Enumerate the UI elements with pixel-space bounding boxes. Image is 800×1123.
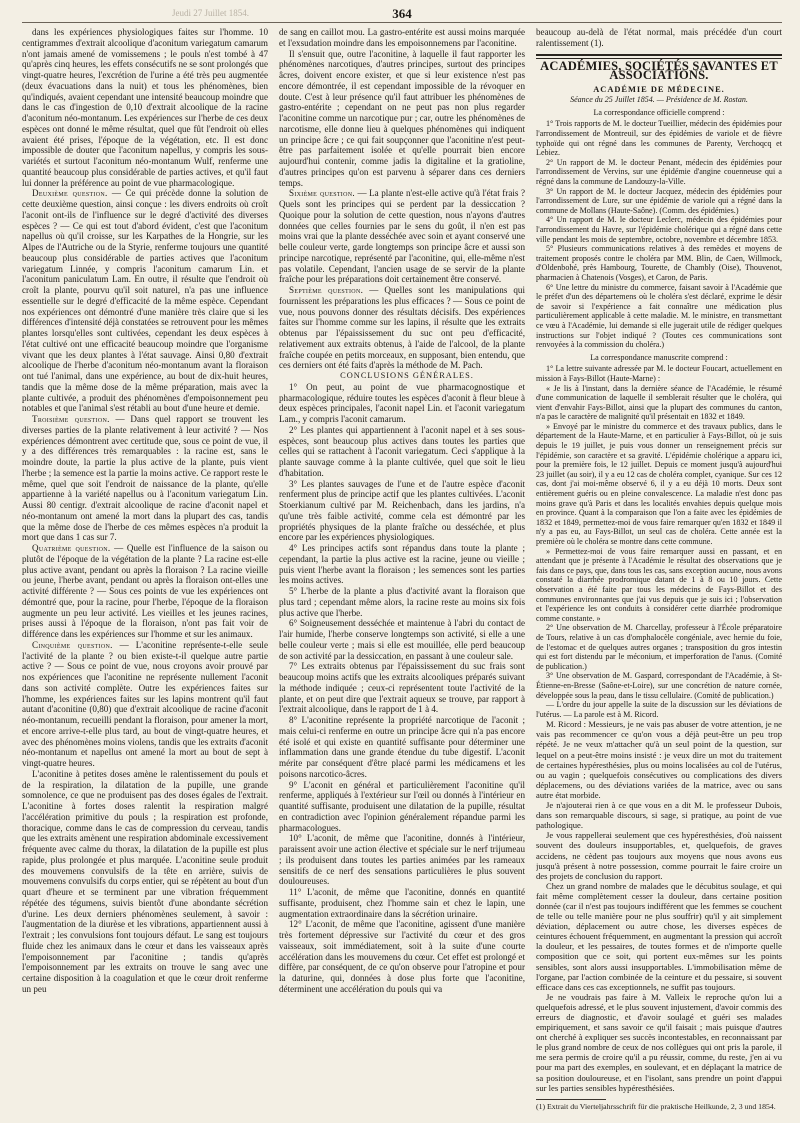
- quoted-letter: » Permettez-moi de vous faire remarquer aussi en passant, et en attendant que je présente à l'Académie le résultat des observations que je fais dans ce pays, que, dans tous les cas, sans exception aucune, nous avons constaté la diarrhée prodromique datant de 1 à 8 ou 10 jours. Cette observation a été faite par tous les médecins de Fays-Billot et des communes environnantes que j'ai vus depuis que je suis ici ; l'observation et l'expérience les ont conduits à considérer cette diarrhée prodromique comme constante. »: [536, 546, 782, 623]
- paragraph: de sang en caillot mou. La gastro-entérite est aussi moins marquée et l'exsudation moindre dans les empoisonnemens par l'aconitine.: [279, 27, 525, 48]
- quoted-letter: » Envoyé par le ministre du commerce et des travaux publics, dans le département de la Haute-Marne, et en particulier à Fays-Billot, où je suis depuis le 19 juillet, je puis vous donner un renseignement précis sur l'épidémie, son caractère et sa gravité. L'épidémie cholérique a apparu ici, pour la première fois, le 12 juillet. Depuis ce moment jusqu'à aujourd'hui 23 juillet (au soir), il y a eu 12 cas de choléra complet, cyanique. Sur ces 12 cas, dont j'ai moi-même observé 6, il y a eu déjà 10 morts. Deux sont entièrement guéris ou en pleine convalescence. La maladie n'est donc pas moins grave qu'à Paris et dans les localités envahies depuis quelque mois en province. Quant à la comparaison que l'on a faite avec les épidémies de 1832 et 1849, permettez-moi de vous faire remarquer qu'en 1832 et 1849 il n'y a pas eu, au Fays-Billot, un seul cas de choléra. Cette année est la première où le choléra se montre dans cette commune.: [536, 421, 782, 546]
- quoted-letter: « Je lis à l'instant, dans la dernière séance de l'Académie, le résumé d'une communication de laquelle il semblerait résulter que le choléra, qui vient d'envahir Fays-Billot, ainsi que la plupart des communes du canton, n'a pas le caractère de malignité qu'il présentait en 1832 et 1849.: [536, 383, 782, 422]
- speech-paragraph: Je ne voudrais pas faire à M. Valleix le reproche qu'on lui a quelquefois adressé, et le plus souvent injustement, d'avoir commis des erreurs de diagnostic, et d'avoir soulagé et guéri ses malades empiriquement, et sans savoir ce qu'il faisait ; mais puisque d'autres ont cherché à expliquer ses succès incontestables, en reconnaissant par le plus grand nombre de ceux de nos collègues qui ont pris la parole, il me sera permis de croire qu'il a pu réussir, comme, du reste, j'en ai vu pour ma part des exemples, en soulevant, et en déplaçant la matrice de sa position douloureuse, et en l'isolant, sans prendre un point d'appui sur les parties sensibles hypéresthésiées.: [536, 991, 782, 1093]
- order-of-day: — L'ordre du jour appelle la suite de la discussion sur les déviations de l'utérus. — La parole est à M. Ricord.: [536, 700, 782, 719]
- column-2: [279, 27, 525, 1117]
- conclusion-item: 3° Les plantes sauvages de l'une et de l'autre espèce d'aconit renferment plus de principe actif que les plantes cultivées. L'aconit Stoerkianum cultivé par M. Reichenbach, dans les jardins, n'a qu'une très faible activité, comme cela est démontré par les propriétés physiques de la plante fraîche ou desséchée, et plus encore par les expériences physiologiques.: [279, 478, 525, 543]
- correspondence-item: 5° Plusieurs communications relatives à des remèdes et moyens de traitement proposés contre le choléra par MM. Blin, de Caen, Willmock, d'Oldenbohé, près Hambourg, Tourette, de Chambly (Oise), Thouvenot, pharmacien à Chatenois (Vosges), et Caron, de Paris.: [536, 244, 782, 282]
- speech-paragraph: Chez un grand nombre de malades que le décubitus soulage, et qui fait même complètement cesser la douleur, dans certaine position donnée (car il n'est pas toujours indifférent que les femmes se couchent de telle ou telle manière pour ne plus souffrir) qu'il y ait simplement déviation, déplacement ou autre chose, les diverses espèces de ceintures échouent fréquemment, en augmentant la pression qui accroît la douleur, et les pessaires, de toutes formes et de n'importe quelle composition que ce soit, qui portent eux-mêmes sur les points sensibles, sont alors aussi insupportables. L'immobilisation même de l'organe, par l'action combinée de la ceinture et du pessaire, si souvent efficace dans ces cas exceptionnels, ne suffit pas toujours.: [536, 880, 782, 992]
- correspondence-heading: La correspondance manuscrite comprend :: [590, 352, 728, 362]
- speech-paragraph: Je vous rappellerai seulement que ces hypéresthésies, d'où naissent souvent des douleurs insupportables, et, quelquefois, de graves accidens, ne cèdent pas toujours aux moyens que nous avons eus jusqu'à présent à notre possession, comme pourrait le faire croire un des projets de conclusion du rapport.: [536, 830, 782, 881]
- paragraph-text: — Quelle est l'influence de la saison ou plutôt de l'époque de la végétation de la plante ? La racine est-elle plus active avant, pendant ou après la floraison ? La racine vieille ou jeune, l'herbe avant, pendant ou après la floraison ont-elles une activité différente ? — Sous ces points de vue les expériences ont démontré que, pour la racine, pour l'herbe, l'époque de la floraison augmente un peu leur activité. Les vieilles et les jeunes racines, prises aussi à l'époque de la floraison, n'ont pas fait voir de différence dans les expériences sur l'homme et sur les animaux.: [22, 543, 268, 639]
- conclusion-item: 12° L'aconit, de même que l'aconitine, agissent d'une manière très fortement dépressive sur l'activité du cœur et des gros vaisseaux, soit immédiatement, soit à la suite d'une courte accélération dans les mouvemens du cœur. Cet effet est prolongé et diffère, par conséquent, de ce qu'on observe pour l'atropine et pour la daturine, qui, données à dose plus forte que l'aconitine, déterminent une accélération du pouls qui va: [279, 919, 525, 994]
- correspondence-heading: La correspondance officielle comprend :: [593, 107, 725, 117]
- paragraph: [22, 640, 268, 769]
- correspondence-item: 3° Une observation de M. Gaspard, correspondant de l'Académie, à St-Étienne-en-Bresse (Saône-et-Loire), sur une concrétion de nature cornée, développée sous la peau, dans le tissu cellulaire. (Comité de publication.): [536, 671, 782, 700]
- column-3: [536, 27, 782, 1117]
- section-title: ACADÉMIES, SOCIÉTÉS SAVANTES ET ASSOCIATIONS.: [540, 58, 778, 83]
- correspondence-item: 2° Une observation de M. Charcellay, professeur à l'École préparatoire de Tours, relative à un cas d'omphalocèle congéniale, avec hernie du foie, de l'estomac et de quelques autres organes ; transposition du gros intestin qui est fort distendu par le méconium, et imperforation de l'anus. (Comité de publication.): [536, 623, 782, 671]
- correspondence-item: 1° La lettre suivante adressée par M. le docteur Foucart, actuellement en mission à Fays-Billot (Haute-Marne) :: [536, 364, 782, 383]
- paragraph: dans les expériences physiologiques faites sur l'homme. 10 centigrammes d'extrait alcoolique d'aconitum variegatum camarum n'ont jamais amené de vomissemens ; le pouls n'est tombé à 47 qu'après cinq heures, les effets consécutifs ne se sont prolongés que vingt-quatre heures, l'excrétion de l'urine a été très peu augmentée (deux évacuations dans la nuit) et tous les phénomènes, bien qu'indiqués, avaient cependant une intensité beaucoup moindre que dans le cas d'ingestion de 0,10 d'extrait alcoolique de la racine d'aconitum néo-montanum. Les expériences sur l'herbe de ces deux espèces ont donné le même résultat, quel que fût l'endroit où elles avaient été prises, l'époque de la végétation, etc. Il est donc impossible de douter que l'aconitum napellus, y compris les sous-variétés et surtout l'aconitum néo-montanum Wulf, renferme une quantité beaucoup plus considérable de parties actives, et qu'il faut lui donner la préférence au point de vue pharmacologique.: [22, 27, 268, 188]
- correspondence-item: 1° Trois rapports de M. le docteur Tueillier, médecin des épidémies pour l'arrondissement de Montreuil, sur des épidémies de variole et de fièvre typhoïde qui ont régné dans les communes de Parenty, Verchoqcq et Lebiez.: [536, 119, 782, 158]
- paragraph: beaucoup au-delà de l'état normal, mais précédée d'un court ralentissement (1).: [536, 27, 782, 48]
- paragraph: L'aconitine à petites doses amène le ralentissement du pouls et de la respiration, la dilatation de la pupille, une grande somnolence, ce que ne produisent pas des doses égales de l'extrait. L'aconitine à fortes doses ralentit la respiration malgré l'accélération primitive du pouls ; la respiration est profonde, thoracique, comme dans le cas de compression du cerveau, tandis que les extraits amènent une respiration abdominale excessivement fréquente avec calme du thorax, la dilatation de la pupille est plus rapide, plus prolongée et plus marquée. L'aconitine seule produit des mouvemens convulsifs de la tête en arrière, suivis de mouvemens convulsifs du corps entier, qui se répètent au bout d'un quart d'heure et se terminent par une vibration fréquemment répétée des tégumens, suivis bientôt d'une abondante sécrétion d'urine. Les deux derniers phénomènes seulement, à savoir : l'augmentation de la diurèse et les vibrations, appartiennent aussi à l'extrait ; les convulsions font toujours défaut. Le sang est toujours fluide chez les animaux dans le cœur et dans les vaisseaux après l'empoisonnement par l'aconitine ; tandis qu'après l'empoisonnement par les extraits on trouve le sang avec une certaine disposition à la coagulation et que le cœur droit renferme un peu: [22, 768, 268, 994]
- question-label: Troisième question.: [32, 414, 110, 424]
- paragraph-text: — Ce qui précède donne la solution de cette deuxième question, ainsi conçue : les divers endroits où croît l'aconit ont-ils de l'influence sur le degré d'activité des diverses espèces ? — Ce qui est tout d'abord évident, c'est que l'aconitum napellus où qu'il croisse, sur les Karpathes de la Hongrie, sur les Alpes de l'Autriche ou de la Styrie, renferme toujours une quantité beaucoup plus considérable de parties actives que l'aconitum variegatum Linnée, y compris l'aconitum camarum Lin. et l'aconitum paniculatum Lam. En outre, il résulte que l'endroit où croît la plante, pourvu qu'il soit naturel, n'a pas une influence essentielle sur le degré d'efficacité de la même espèce. Cependant nos expériences ont démontré d'une manière très claire que si les différences d'intensité déjà constatées se retrouvent pour les mêmes plantes lorsqu'elles sont cultivées, cependant les deux espèces à l'état cultivé ont une efficacité beaucoup moindre que l'organisme vivant que les deux plantes à l'état sauvage. Ainsi 0,80 d'extrait alcoolique de l'herbe d'aconitum néo-montanum avant la floraison ont tué l'animal, dans une expérience, au bout de dix-huit heures, tandis que la même dose de la même préparation, mais avec la plante cultivée, a produit des phénomènes d'empoisonnement peu notables et que l'animal s'est rétabli au bout d'une heure et demie.: [22, 188, 268, 414]
- question-label: Sixième question.: [289, 188, 355, 199]
- academy-heading: ACADÉMIE DE MÉDECINE.: [593, 84, 725, 94]
- conclusion-item: 7° Les extraits obtenus par l'épaississement du suc frais sont beaucoup moins actifs que les extraits alcooliques préparés suivant la méthode indiquée ; ceux-ci représentent toute l'activité de la plante, et on peut dire que l'extrait aqueux se trouve, par rapport à l'extrait alcoolique, dans le rapport de 1 à 4.: [279, 661, 525, 715]
- correspondence-item: 6° Une lettre du ministre du commerce, faisant savoir à l'Académie que le préfet d'un des départemens où le choléra s'est déclaré, exprime le désir de savoir si l'expérience a fait connaître une médication plus particulièrement applicable à cette maladie. M. le ministre, en transmettant ce vœu à l'Académie, lui demande si elle jugerait utile de rédiger quelques instructions sur l'objet indiqué ? (Toutes ces communications sont renvoyées à la commission du choléra.): [536, 282, 782, 350]
- correspondence-item: 3° Un rapport de M. le docteur Jacquez, médecin des épidémies pour l'arrondissement de Lure, sur une épidémie de variole qui a régné dans la commune de Mollans (Haute-Saône). (Comm. des épidémies.): [536, 186, 782, 215]
- conclusion-item: 8° L'aconitine représente la propriété narcotique de l'aconit ; mais celui-ci renferme en outre un principe âcre qui n'a pas encore été isolé et qui existe en quantité suffisante pour déterminer une inflammation dans une grande étendue du tube digestif. L'aconit mérite par conséquent d'être placé parmi les médicamens et les poisons narcotico-âcres.: [279, 715, 525, 779]
- conclusion-item: 1° On peut, au point de vue pharmacognostique et pharmacologique, réduire toutes les espèces d'aconit à fleur bleue à deux espèces principales, l'aconit napel Lin. et l'aconit variegatum Lam., y compris l'aconit camarum.: [279, 381, 525, 424]
- speech-paragraph: Je n'ajouterai rien à ce que vous en a dit M. le professeur Dubois, dans son remarquable discours, si sage, si pratique, au point de vue pathologique.: [536, 800, 782, 831]
- column-1: [22, 27, 268, 1117]
- seance-line: Séance du 25 Juillet 1854. — Présidence de M. Rostan.: [570, 95, 748, 105]
- footnote: (1) Extrait du Vierteljahrsschrift für die praktische Heilkunde, 2, 3 und 1854.: [536, 1101, 776, 1111]
- paragraph: [22, 188, 268, 414]
- footnote-rule: [536, 1099, 606, 1100]
- conclusion-item: 4° Les principes actifs sont répandus dans toute la plante ; cependant, la partie la plus active est la racine, jeune ou vieille ; puis vient l'herbe avant la floraison ; les semences sont les parties les moins actives.: [279, 543, 525, 586]
- conclusions-heading: CONCLUSIONS GÉNÉRALES.: [340, 371, 474, 380]
- speech-paragraph: M. Ricord : Messieurs, je ne vais pas abuser de votre attention, je ne vais pas recommencer ce qu'on vous a déjà peut-être un peu trop répété. Je ne veux m'attacher qu'à un seul point de la question, sur lequel on a peut-être moins insisté : je veux dire un mot du traitement de certaines hypéresthésies, plus ou moins localisées au col de l'utérus, ou au vagin ; quelquefois consécutives ou complications des divers déplacemens, ou des déviations variées de la matrice, avec ou sans autre état morbide.: [536, 719, 782, 800]
- conclusion-item: 5° L'herbe de la plante a plus d'activité avant la floraison que plus tard ; cependant même alors, la racine reste au moins six fois plus active que l'herbe.: [279, 586, 525, 618]
- question-label: Quatrième question.: [32, 543, 111, 553]
- conclusion-item: 9° L'aconit en général et particulièrement l'aconitine qu'il renferme, appliqués à l'extérieur sur l'œil ou donnés à l'intérieur en quantité suffisante, produisent une dilatation de la pupille, résultat en contradiction avec l'opinion généralement répandue parmi les pharmacologues.: [279, 779, 525, 833]
- conclusion-item: 10° L'aconit, de même que l'aconitine, donnés à l'intérieur, paraissent avoir une action élective et spéciale sur le nerf trijumeau ; ils produisent dans toutes les parties animées par les rameaux sensitifs de ce nerf des sensations particulières le plus souvent douloureuses.: [279, 833, 525, 887]
- section-rule: [536, 54, 782, 59]
- correspondence-item: 4° Un rapport de M. le docteur Leclerc, médecin des épidémies pour l'arrondissement du Havre, sur l'épidémie cholérique qui a régné dans cette ville pendant les mois de septembre, octobre, novembre et décembre 1853.: [536, 215, 782, 244]
- paragraph-text: — L'aconitine représente-t-elle seule l'activité de la plante ? ou bien existe-t-il quelque autre partie active ? — Sous ce point de vue, nous croyons avoir prouvé par nos expériences que l'aconitine ne représente nullement l'aconit dans son activité complète. Outre les expériences faites sur l'homme, les expériences faites sur les lapins montrent qu'il faut autant d'aconitine (0,80) que d'extrait alcoolique de racine d'aconit néo-montanum, recueilli pendant la floraison, pour amener la mort, et encore arrive-t-elle plus tard, au bout de vingt-quatre heures, et avec des phénomènes moins violens, tandis que les extraits d'aconit néo-montanum et napellus ont amené la mort au bout de sept à vingt-quatre heures.: [22, 639, 268, 768]
- conclusion-item: 2° Les plantes qui appartiennent à l'aconit napel et à ses sous-espèces, sont beaucoup plus actives dans toutes les parties que celles qui se rattachent à l'aconit variegatum. Ceci s'applique à la plante sauvage comme à la plante cultivée, quel que soit le lieu d'habitation.: [279, 424, 525, 478]
- paragraph-text: — La plante n'est-elle active qu'à l'état frais ? Quels sont les principes qui se perdent par la dessiccation ? Quoique pour la solution de cette question, nous n'ayons d'autres données que celles fournies par le sens du goût, il n'en est pas moins vrai que la plante desséchée avec soin et ayant conservé une belle couleur verte, garde longtemps son principe âcre et aussi son principe narcotique, représenté par l'aconitine, qui, elle-même n'est pas volatile. Cependant, l'ancien usage de se servir de la plante fraîche pour les préparations doit certainement être conservé.: [279, 188, 525, 285]
- text-columns: [22, 27, 782, 1117]
- page-number: 364: [392, 6, 412, 21]
- conclusion-item: 11° L'aconit, de même que l'aconitine, donnés en quantité suffisante, produisent, chez l'homme sain et chez le lapin, une augmentation extraordinaire dans la sécrétion urinaire.: [279, 887, 525, 919]
- paragraph: [279, 285, 525, 371]
- faint-header: Jeudi 27 Juillet 1854.: [172, 8, 249, 18]
- question-label: Deuxième question.: [32, 188, 108, 199]
- question-label: Cinquième question.: [32, 639, 113, 650]
- paragraph-text: — Dans quel rapport se trouvent les diverses parties de la plante relativement à leur activité ? — Nos expériences démontrent avec certitude que, sous ce point de vue, il y a des différences très remarquables : la racine est, sans le moindre doute, la partie la plus active de la plante, puis vient l'herbe ; la semence est la partie la moins active. Ce rapport reste le même, quel que soit l'endroit de naissance de la plante, qu'elle appartienne à la variété napellus ou à l'aconitum variegatum Lin. Aussi 80 centigr. d'extrait alcoolique de racine d'aconit napel et néo-montanum ont amené la mort dans la plupart des cas, tandis que la même dose de l'herbe de ces mêmes espèces n'a produit la mort que dans 1 cas sur 7.: [22, 414, 268, 543]
- paragraph: [279, 188, 525, 285]
- paragraph: [22, 543, 268, 640]
- running-head: [22, 8, 782, 23]
- conclusion-item: 6° Soigneusement desséchée et maintenue à l'abri du contact de l'air humide, l'herbe conserve longtemps son activité, si elle a une belle couleur verte ; mais si elle est mouillée, elle perd beaucoup de son activité par la dessiccation, en passant à une couleur sale.: [279, 618, 525, 661]
- question-label: Septième question.: [289, 285, 364, 295]
- paragraph: Il s'ensuit que, outre l'aconitine, à laquelle il faut rapporter les phénomènes narcotiques, d'autres principes, surtout des principes âcres, doivent encore exister, et que si leur existence n'est pas encore démontrée, il est cependant impossible de la révoquer en doute. C'est à leur présence qu'il faut attribuer les phénomènes de gastro-entérite ; cependant on ne peut pas non plus regarder l'aconitine comme un narcotique pur ; car, outre les phénomènes de narcotisme, elle donne lieu à quelques phénomènes qui indiquent un principe âcre ; ce qui fait soupçonner que l'aconitine n'est peut-être pas parfaitement isolée et qu'elle pourrait bien encore aujourd'hui contenir, comme jadis la digitaline et la gratioline, d'autres principes qu'on est parvenu à séparer dans ces derniers temps.: [279, 48, 525, 188]
- paragraph-text: — Quelles sont les manipulations qui fournissent les préparations les plus efficaces ? — Sous ce point de vue, nous pouvons donner des résultats décisifs. Des expériences faites sur l'homme comme sur les lapins, il résulte que les extraits obtenus par l'épaississement du suc ont peu d'efficacité, relativement aux extraits obtenus, à l'aide de l'alcool, de la plante fraîche coupée en petits morceaux, en supposant, bien entendu, que ces derniers ont été faits d'après la méthode de M. Pach.: [279, 285, 525, 371]
- correspondence-item: 2° Un rapport de M. le docteur Penant, médecin des épidémies pour l'arrondissement de Vervins, sur une épidémie d'angine couenneuse qui a régné dans la commune de Landouzy-la-Ville.: [536, 157, 782, 187]
- paragraph: [22, 414, 268, 543]
